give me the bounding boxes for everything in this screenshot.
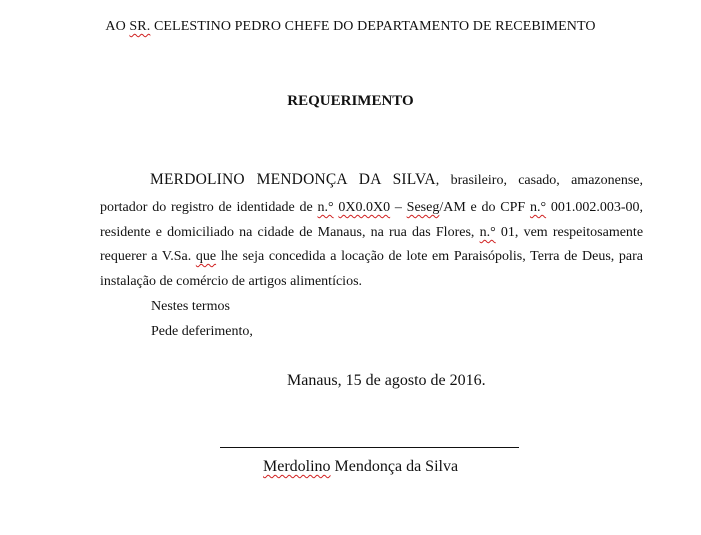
flagged-word: n.°	[317, 200, 334, 215]
line4-text-a: requerer a V.Sa.	[100, 249, 192, 264]
closing-terms: Nestes termos	[151, 299, 230, 314]
flagged-word: Seseg	[406, 200, 440, 215]
signature-first-name: Merdolino	[263, 458, 331, 475]
line2-dash: –	[394, 200, 402, 215]
paragraph-line-5: instalação de comércio de artigos alimentícios.	[100, 274, 363, 289]
document-title: REQUERIMENTO	[287, 93, 414, 109]
paragraph-line-3	[100, 225, 643, 241]
signature-rest: Mendonça da Silva	[330, 458, 459, 475]
closing-request: Pede deferimento,	[151, 324, 253, 339]
flagged-word: n.°	[479, 225, 496, 240]
addressee-prefix: AO	[105, 19, 126, 34]
identity-number: 0X0.0X0	[338, 200, 391, 215]
addressee-line	[0, 19, 701, 35]
addressee-sr-flagged: SR.	[129, 19, 151, 34]
signature-line	[220, 447, 519, 448]
line1-rest: , brasileiro, casado, amazonense,	[435, 173, 643, 188]
signature-name	[263, 458, 458, 476]
line3-text-b: 01, vem respeitosamente	[500, 225, 644, 240]
flagged-word: que	[195, 249, 217, 264]
paragraph-line-2	[100, 200, 643, 216]
line3-text-a: residente e domiciliado na cidade de Manaus, na rua das Flores,	[100, 225, 475, 240]
line4-text-b: lhe seja concedida a locação de lote em Paraisópolis, Terra de Deus, para	[220, 249, 644, 264]
paragraph-line-4	[100, 249, 643, 265]
place-date: Manaus, 15 de agosto de 2016.	[287, 372, 486, 389]
line2-text-c: /AM e do CPF	[439, 200, 526, 215]
addressee-rest: CELESTINO PEDRO CHEFE DO DEPARTAMENTO DE RECEBIMENTO	[153, 19, 596, 34]
flagged-word: n.°	[529, 200, 547, 215]
requester-name: MERDOLINO MENDONÇA DA SILVA	[150, 171, 436, 188]
paragraph-line-1	[100, 171, 643, 189]
line2-text-a: portador do registro de identidade de	[100, 200, 313, 215]
cpf-number: 001.002.003-00,	[550, 200, 644, 215]
